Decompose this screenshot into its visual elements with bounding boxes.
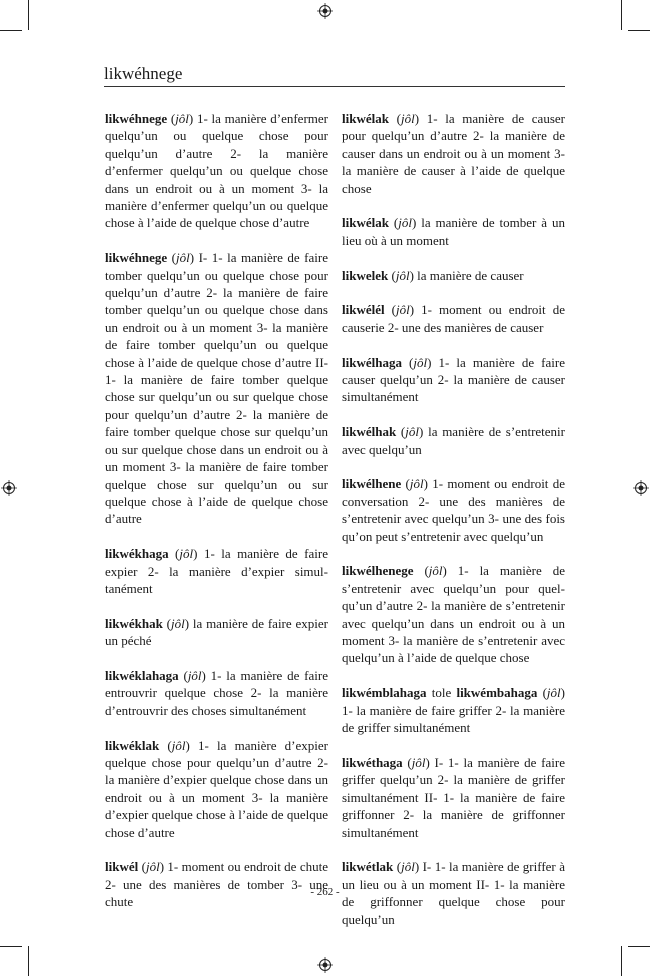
- headword: likwélak: [342, 215, 389, 231]
- registration-mark-icon: [317, 957, 333, 973]
- part-of-speech: jôl: [395, 267, 410, 283]
- headword: likwél: [105, 859, 139, 875]
- right-column: [342, 110, 565, 945]
- definition: 1- la manière d’expier quelque chose pour quelqu’un d’autre 2- la manière d’expier quelque chose dans un endroit ou à un moment 3- la manière d’expier quelque chose à l’aide de quelque chose d’autre: [105, 737, 328, 840]
- page-number: - 262 -: [310, 886, 340, 898]
- headword: likwétlak: [342, 859, 394, 875]
- dictionary-entry: likwétlak (jôl) I- 1- la manière de griffer à un lieu ou à un moment II- 1- la manière de griffonner quelque chose pour quelqu’un: [342, 859, 565, 927]
- headword: likwékhaga: [105, 546, 169, 562]
- dictionary-entry: likwéklak (jôl) 1- la manière d’expier quelque chose pour quelqu’un d’autre 2- la manière d’expier quelque chose dans un endroit ou à un moment 3- la manière d’expier quelque chose à l’aide de quelque chose d’autre: [105, 737, 328, 840]
- dictionary-entry: likwélhak (jôl) la manière de s’entretenir avec quelqu’un: [342, 424, 565, 457]
- crop-mark: [28, 0, 29, 30]
- definition: la manière de s’entretenir avec quelqu’un: [342, 424, 565, 457]
- definition: 1- la manière de faire entrouvrir quelque chose 2- la manière d’entrouvrir des choses simultanément: [105, 667, 328, 718]
- dictionary-entry: likwélél (jôl) 1- moment ou endroit de causerie 2- une des manières de causer: [342, 302, 565, 335]
- headword: likwéklak: [105, 737, 160, 753]
- dictionary-entry: likwéthaga (jôl) I- 1- la manière de faire griffer quelqu’un 2- la manière de griffer simultanément II- 1- la manière de faire griffonner 2- la manière de griffonner simultanément: [342, 754, 565, 840]
- definition: 1- moment ou endroit de conversation 2- une des manières de s’entretenir avec quelqu’un 3- une des fois qu’on peut s’entretenir avec quelqu’un: [342, 476, 565, 544]
- running-head: likwéhnege: [104, 64, 183, 83]
- dictionary-entry: likwélak (jôl) la manière de tomber à un lieu où à un moment: [342, 215, 565, 248]
- headword: likwelek: [342, 267, 389, 283]
- definition: I- 1- la manière de faire tomber quelqu’un ou quelque chose pour quelqu’un d’autre 2- la manière de faire tomber quelqu’un ou quelque chose dans un endroit ou à un moment 3- la manière de faire tomber quelqu’un ou quelque chose à l’aide de quelque chose d’autre II- 1- la manière de faire tomber quelque chose sur quelqu’un ou sur quelque chose pour quelqu’un d’autre 2- la manière de faire tomber quelque chose sur quelqu’un ou sur quelque chose dans un endroit ou à un moment 3- la manière de faire tomber quelque chose sur quelqu’un ou sur quelque chose à l’aide de quelque chose d’autre: [105, 250, 328, 527]
- headword: likwékhak: [105, 615, 163, 631]
- headword-variant: likwémbahaga: [456, 685, 538, 701]
- headword: likwélhene: [342, 476, 402, 492]
- definition: la manière de tomber à un lieu où à un moment: [342, 215, 565, 248]
- part-of-speech: jôl: [396, 302, 410, 318]
- dictionary-entry: likwél (jôl) 1- moment ou endroit de chute 2- une des manières de tomber 3- une chute: [105, 859, 328, 910]
- crop-mark: [628, 30, 650, 31]
- part-of-speech: jôl: [413, 354, 428, 370]
- crop-mark: [621, 0, 622, 30]
- crop-mark: [0, 946, 22, 947]
- definition: 1- la manière de faire griffer 2- la manière de griffer simultanément: [342, 702, 565, 736]
- part-of-speech: jôl: [546, 685, 561, 701]
- dictionary-entry: likwékhak (jôl) la manière de faire expier un péché: [105, 615, 328, 649]
- headword: likwéhnege: [105, 111, 168, 126]
- crop-mark: [628, 946, 650, 947]
- left-column: [105, 110, 328, 928]
- registration-mark-icon: [317, 3, 333, 19]
- headword: likwélél: [342, 302, 385, 318]
- headword: likwéklahaga: [105, 667, 179, 683]
- definition: 1- moment ou endroit de causerie 2- une des manières de causer: [342, 302, 565, 335]
- part-of-speech: jôl: [179, 546, 194, 562]
- part-of-speech: jôl: [411, 754, 426, 770]
- definition: 1- la manière d’enfermer quelqu’un ou quelque chose pour quelqu’un d’autre 2- la manière d’enfermer quelqu’un ou quelque chose dans un endroit ou à un moment 3- la manière d’enfermer quelqu’un ou quelque chose à l’aide de quelque chose d’autre: [105, 111, 328, 231]
- registration-mark-icon: [1, 480, 17, 496]
- part-of-speech: jôl: [170, 615, 185, 631]
- dictionary-entry: likwélak (jôl) 1- la manière de causer pour quelqu’un d’autre 2- la manière de causer dans un endroit ou à un moment 3- la manière de causer à l’aide de quelque chose: [342, 111, 565, 196]
- definition: la manière de faire expier un péché: [105, 615, 328, 649]
- definition: 1- la manière de causer pour quelqu’un d’autre 2- la manière de causer dans un endroit ou à un moment 3- la manière de causer à l’aide de quelque chose: [342, 111, 565, 196]
- header-rule: [104, 86, 565, 87]
- part-of-speech: jôl: [405, 424, 419, 440]
- part-of-speech: jôl: [398, 215, 412, 231]
- part-of-speech: jôl: [401, 859, 415, 875]
- headword: likwélhenege: [342, 563, 414, 579]
- dictionary-entry: likwékhaga (jôl) 1- la manière de faire expier 2- la manière d’expier simultanément: [105, 546, 328, 596]
- headword: likwélhak: [342, 424, 397, 440]
- dictionary-entry: likwéhnege (jôl) 1- la manière d’enfermer quelqu’un ou quelque chose pour quelqu’un d’autre 2- la manière d’enfermer quelqu’un ou quelque chose dans un endroit ou à un moment 3- la manière d’enfermer quelqu’un ou quelque chose à l’aide de quelque chose d’autre: [105, 111, 328, 231]
- dictionary-entry: likwelek (jôl) la manière de causer: [342, 267, 524, 283]
- definition: 1- la manière de faire causer quelqu’un 2- la manière de causer simultanément: [342, 354, 565, 405]
- part-of-speech: jôl: [400, 111, 415, 126]
- part-of-speech: jôl: [175, 250, 190, 266]
- part-of-speech: jôl: [145, 859, 160, 875]
- crop-mark: [28, 946, 29, 976]
- part-of-speech: jôl: [409, 476, 424, 492]
- headword: likwélhaga: [342, 354, 402, 370]
- variant-connector: tole: [431, 685, 452, 701]
- headword: likwéhnege: [105, 250, 168, 266]
- dictionary-entry: likwéklahaga (jôl) 1- la manière de faire entrouvrir quelque chose 2- la manière d’entrouvrir des choses simultanément: [105, 667, 328, 718]
- dictionary-entry: likwélhenege (jôl) 1- la manière de s’entretenir avec quelqu’un pour quelqu’un d’autre 2- la manière de s’entretenir avec quelqu’un dans un endroit ou à un moment 3- la manière de s’entretenir avec quelqu’un à l’aide de quelque chose: [342, 563, 565, 666]
- dictionary-entry: likwéhnege (jôl) I- 1- la manière de faire tomber quelqu’un ou quelque chose pour quelqu’un d’autre 2- la manière de faire tomber quelqu’un ou quelque chose dans un endroit ou à un moment 3- la manière de faire tomber quelqu’un ou quelque chose à l’aide de quelque chose d’autre II- 1- la manière de faire tomber quelque chose sur quelqu’un ou sur quelque chose pour quelqu’un d’autre 2- la manière de faire tomber quelque chose sur quelqu’un ou sur quelque chose dans un endroit ou à un moment 3- la manière de faire tomber quelque chose sur quelqu’un ou sur quelque chose à l’aide de quelque chose d’autre: [105, 250, 328, 527]
- registration-mark-icon: [633, 480, 649, 496]
- dictionary-entry: likwélhene (jôl) 1- moment ou endroit de conversation 2- une des manières de s’entretenir avec quelqu’un 3- une des fois qu’on peut s’entretenir avec quelqu’un: [342, 476, 565, 544]
- part-of-speech: jôl: [171, 737, 186, 753]
- part-of-speech: jôl: [175, 111, 189, 126]
- crop-mark: [621, 946, 622, 976]
- part-of-speech: jôl: [187, 667, 202, 683]
- definition: 1- la manière de s’entretenir avec quelqu’un pour quelqu’un d’autre 2- la manière de s’entretenir avec quelqu’un dans un endroit ou à un moment 3- la manière de s’entretenir avec quelqu’un à l’aide de quelque chose: [342, 563, 565, 666]
- definition: I- 1- la manière de griffer à un lieu ou à un moment II- 1- la manière de griffonner quelque chose pour quelqu’un: [342, 859, 565, 927]
- part-of-speech: jôl: [428, 563, 443, 579]
- dictionary-entry: likwémblahaga tole likwémbahaga (jôl) 1- la manière de faire griffer 2- la manière de griffer simultanément: [342, 685, 565, 736]
- definition: I- 1- la manière de faire griffer quelqu’un 2- la manière de griffer simultanément II- 1- la manière de faire griffonner 2- la manière de griffonner simultanément: [342, 754, 565, 840]
- headword: likwémblahaga: [342, 685, 427, 701]
- definition: la manière de causer: [417, 267, 524, 283]
- headword: likwéthaga: [342, 754, 403, 770]
- headword: likwélak: [342, 111, 389, 126]
- definition: 1- la manière de faire expier 2- la manière d’expier simultanément: [105, 546, 328, 596]
- definition: 1- moment ou endroit de chute 2- une des manières de tomber 3- une chute: [105, 859, 328, 910]
- dictionary-entry: likwélhaga (jôl) 1- la manière de faire causer quelqu’un 2- la manière de causer simultanément: [342, 354, 565, 405]
- crop-mark: [0, 30, 22, 31]
